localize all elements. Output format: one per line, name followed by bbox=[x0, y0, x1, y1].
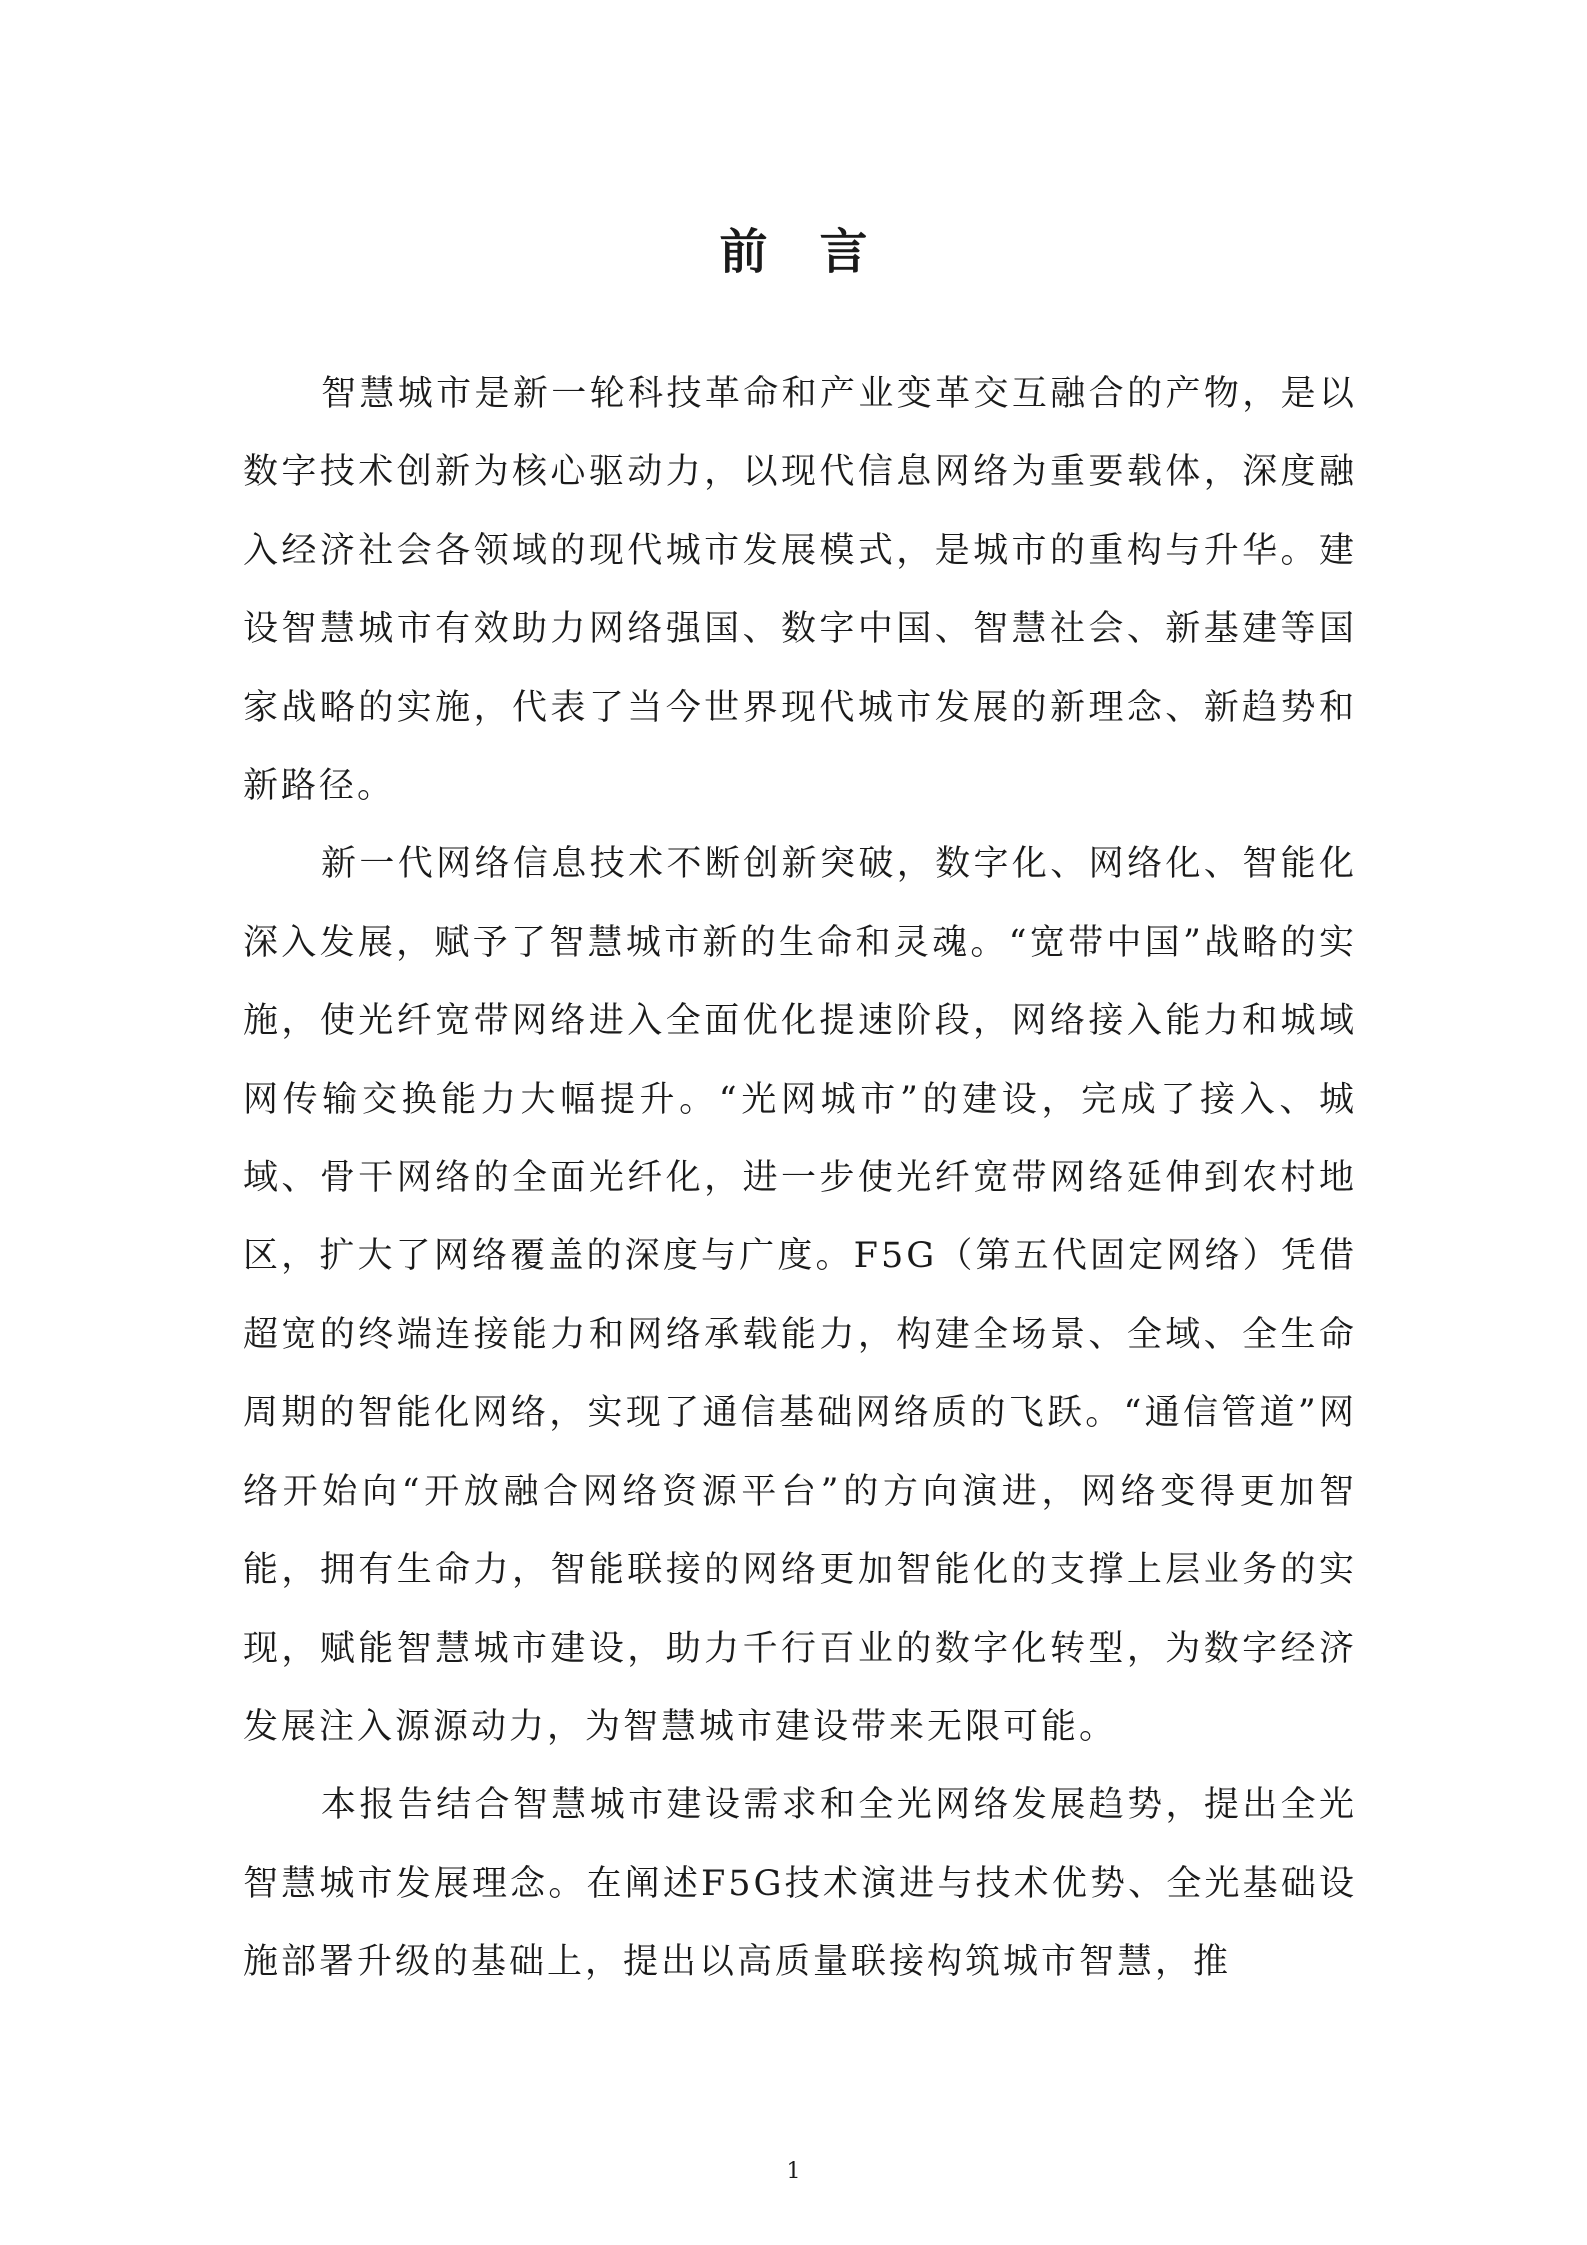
paragraph-3: 本报告结合智慧城市建设需求和全光网络发展趋势，提出全光智慧城市发展理念。在阐述F5G技术演进与技术优势、全光基础设施部署升级的基础上，提出以高质量联接构筑城市智慧，推 bbox=[243, 1785, 1357, 1983]
page-number: 1 bbox=[786, 2159, 801, 2184]
paragraph-1: 智慧城市是新一轮科技革命和产业变革交互融合的产物，是以数字技术创新为核心驱动力，以现代信息网络为重要载体，深度融入经济社会各领域的现代城市发展模式，是城市的重构与升华。建设智慧城市有效助力网络强国、数字中国、智慧社会、新基建等国家战略的实施，代表了当今世界现代城市发展的新理念、新趋势和新路径。 bbox=[243, 374, 1357, 807]
paragraph-2: 新一代网络信息技术不断创新突破，数字化、网络化、智能化深入发展，赋予了智慧城市新的生命和灵魂。“宽带中国”战略的实施，使光纤宽带网络进入全面优化提速阶段，网络接入能力和城域网传输交换能力大幅提升。“光网城市”的建设，完成了接入、城域、骨干网络的全面光纤化，进一步使光纤宽带网络延伸到农村地区，扩大了网络覆盖的深度与广度。F5G（第五代固定网络）凭借超宽的终端连接能力和网络承载能力，构建全场景、全域、全生命周期的智能化网络，实现了通信基础网络质的飞跃。“通信管道”网络开始向“开放融合网络资源平台”的方向演进，网络变得更加智能，拥有生命力，智能联接的网络更加智能化的支撑上层业务的实现，赋能智慧城市建设，助力千行百业的数字化转型，为数字经济发展注入源源动力，为智慧城市建设带来无限可能。 bbox=[243, 844, 1357, 1747]
page-title: 前言 bbox=[719, 224, 920, 280]
body-text bbox=[243, 355, 1357, 2002]
